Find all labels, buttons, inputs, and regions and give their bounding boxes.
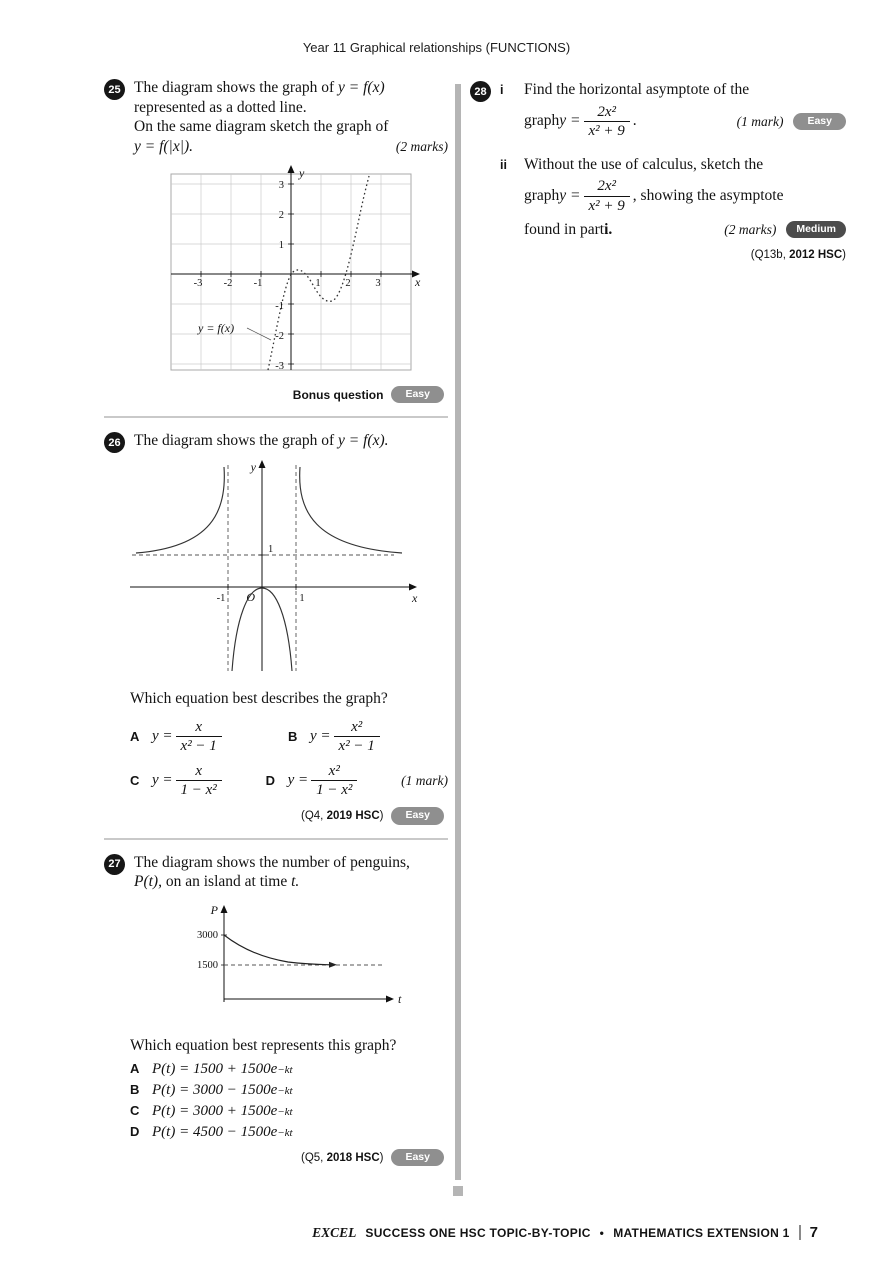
part-i-label: i (500, 83, 504, 97)
y-tick: -1 (275, 301, 284, 313)
x-axis-arrow-icon (409, 584, 417, 591)
q28ii-line3: found in part i. (2 marks) Medium (524, 220, 846, 240)
question-divider (104, 838, 448, 840)
x-tick-neg1: -1 (216, 593, 226, 605)
q25-line4: y = f(|x|). (2 marks) (134, 137, 448, 155)
q28i-text (524, 80, 846, 139)
q25-line3: On the same diagram sketch the graph of (134, 118, 389, 136)
option-B: B P(t) = 3000 − 1500e −kt (130, 1082, 293, 1099)
y-axis-arrow-icon (259, 460, 266, 468)
y-axis-label: y (250, 460, 256, 475)
q25-line1: The diagram shows the graph of y = f(x) (134, 79, 385, 96)
q27-source: (Q5, 2018 HSC) (301, 1151, 384, 1164)
origin-label: O (246, 590, 255, 605)
y-axis-arrow-icon (288, 165, 295, 173)
q25-marks: (2 marks) (395, 138, 448, 154)
question-26-text: The diagram shows the graph of y = f(x). (134, 432, 389, 450)
question-divider (104, 416, 448, 418)
difficulty-pill-easy: Easy (391, 386, 444, 403)
y-tick: 3 (278, 180, 284, 192)
q28i-marks: (1 mark) (736, 113, 784, 129)
q26-options (130, 719, 448, 799)
option-row (130, 719, 448, 754)
p-axis-arrow-icon (221, 905, 228, 913)
x-tick: -3 (193, 278, 203, 290)
option-C: C y = $\frac{x}{\text{1 − x²}}$ (130, 763, 266, 798)
t-axis-label: t (398, 991, 402, 1006)
y-tick: 2 (278, 210, 284, 222)
option-A: A y = $\frac{x}{\text{x² − 1}}$ (130, 719, 288, 754)
q26-question: Which equation best describes the graph? (130, 690, 388, 708)
x-axis-label: x (412, 591, 418, 606)
option-B: B y = $\frac{\text{x²}}{\text{x² − 1}}$ (288, 719, 446, 754)
q28i-line1: Find the horizontal asymptote of the (524, 81, 750, 98)
q26-marks: (1 mark) (401, 772, 448, 788)
q28ii-line2: graph y = $\frac{\text{2x²}}{\text{x² + 9}}$ , showing the asymptote (524, 178, 784, 214)
x-tick: -2 (223, 278, 233, 290)
footer-brand: EXCEL (312, 1224, 357, 1240)
column-divider-end (453, 1186, 463, 1196)
curve-arrow-icon (329, 961, 337, 967)
x-tick-1: 1 (299, 593, 305, 605)
question-28-part-ii (470, 155, 846, 239)
tick-1500: 1500 (197, 959, 218, 971)
q27-options (130, 1061, 448, 1141)
p-axis-label: P (210, 902, 218, 917)
q26-source: (Q4, 2019 HSC) (301, 810, 384, 823)
q27-line2: P(t), on an island at time t. (134, 873, 300, 891)
left-column (104, 78, 448, 1166)
q25-line2: represented as a dotted line. (134, 98, 307, 116)
option-row (130, 763, 448, 798)
question-28-badge: 28 (470, 81, 491, 102)
x-tick: 1 (315, 278, 321, 290)
question-28-part-i (470, 80, 846, 139)
footer-bullet: • (599, 1225, 605, 1240)
option-D: D y = $\frac{\text{x²}}{\text{1 − x²}}$ (266, 763, 402, 798)
x-tick: 3 (375, 278, 381, 290)
q27-footer-row (104, 1149, 448, 1166)
left-branch-curve (136, 467, 224, 553)
fraction: $\frac{\text{x²}}{\text{x² − 1}}$ (334, 719, 380, 754)
q28ii-text (524, 155, 846, 239)
y-tick: 1 (278, 240, 284, 252)
difficulty-pill-easy: Easy (391, 1149, 444, 1166)
curve-label: y = f(x) (198, 321, 235, 336)
page-number: 7 (809, 1224, 818, 1241)
question-26 (104, 431, 448, 453)
y-tick: -3 (275, 361, 284, 373)
q26-graph (122, 459, 422, 677)
difficulty-pill-easy: Easy (391, 807, 444, 824)
column-divider (455, 84, 461, 1180)
fraction: $\frac{x}{\text{x² − 1}}$ (176, 719, 222, 754)
y-axis-label: y (299, 166, 305, 181)
right-branch-curve (300, 467, 402, 553)
question-25-badge: 25 (104, 79, 125, 100)
q26-footer-row (104, 807, 448, 824)
question-26-badge: 26 (104, 432, 125, 453)
x-tick: 2 (345, 278, 351, 290)
q28ii-marks: (2 marks) (724, 222, 777, 238)
y-tick: -2 (275, 331, 284, 343)
q28-source: (Q13b, 2012 HSC) (750, 249, 846, 262)
fraction: $\frac{\text{2x²}}{\text{x² + 9}}$ (584, 178, 630, 213)
q28-footer-row (470, 249, 846, 261)
decay-curve (224, 935, 330, 965)
q25-footer-row (104, 386, 448, 403)
option-C: C P(t) = 3000 + 1500e −kt (130, 1103, 293, 1120)
h-asymptote-tick: 1 (268, 544, 274, 556)
q28i-line2: graph y = $\frac{\text{2x²}}{\text{x² + 9}}$ . (1 mark) Easy (524, 104, 846, 139)
footer-subject: MATHEMATICS EXTENSION 1 (613, 1225, 790, 1240)
fraction: $\frac{\text{x²}}{\text{1 − x²}}$ (311, 763, 357, 798)
fraction: $\frac{\text{2x²}}{\text{x² + 9}}$ (584, 104, 630, 139)
option-D: D P(t) = 4500 − 1500e −kt (130, 1124, 293, 1141)
q25-graph (152, 162, 422, 384)
footer-separator (799, 1225, 801, 1240)
x-tick: -1 (253, 278, 263, 290)
difficulty-pill-easy: Easy (793, 113, 846, 130)
question-27-badge: 27 (104, 854, 125, 875)
question-25 (104, 78, 448, 156)
t-axis-arrow-icon (386, 995, 394, 1002)
page-header: Year 11 Graphical relationships (FUNCTIONS) (302, 40, 571, 55)
q27-question: Which equation best represents this graph? (130, 1036, 397, 1054)
part-ii-label: ii (500, 157, 507, 172)
right-column (470, 80, 846, 261)
option-A: A P(t) = 1500 + 1500e −kt (130, 1061, 293, 1078)
q27-line1: The diagram shows the number of penguins, (134, 853, 410, 871)
fraction: $\frac{x}{\text{1 − x²}}$ (176, 763, 222, 798)
footer-series: SUCCESS ONE HSC TOPIC-BY-TOPIC (365, 1225, 591, 1240)
q28ii-line1: Without the use of calculus, sketch the (524, 155, 764, 173)
x-axis-label: x (415, 275, 421, 290)
question-27 (104, 853, 448, 892)
q27-graph (192, 902, 417, 1024)
question-25-text (134, 78, 448, 156)
tick-3000: 3000 (197, 929, 218, 941)
badge-spacer (470, 155, 491, 239)
difficulty-pill-medium: Medium (786, 221, 846, 238)
page-footer (312, 1224, 818, 1241)
question-27-text (134, 853, 448, 892)
bonus-question-label: Bonus question (292, 387, 384, 402)
